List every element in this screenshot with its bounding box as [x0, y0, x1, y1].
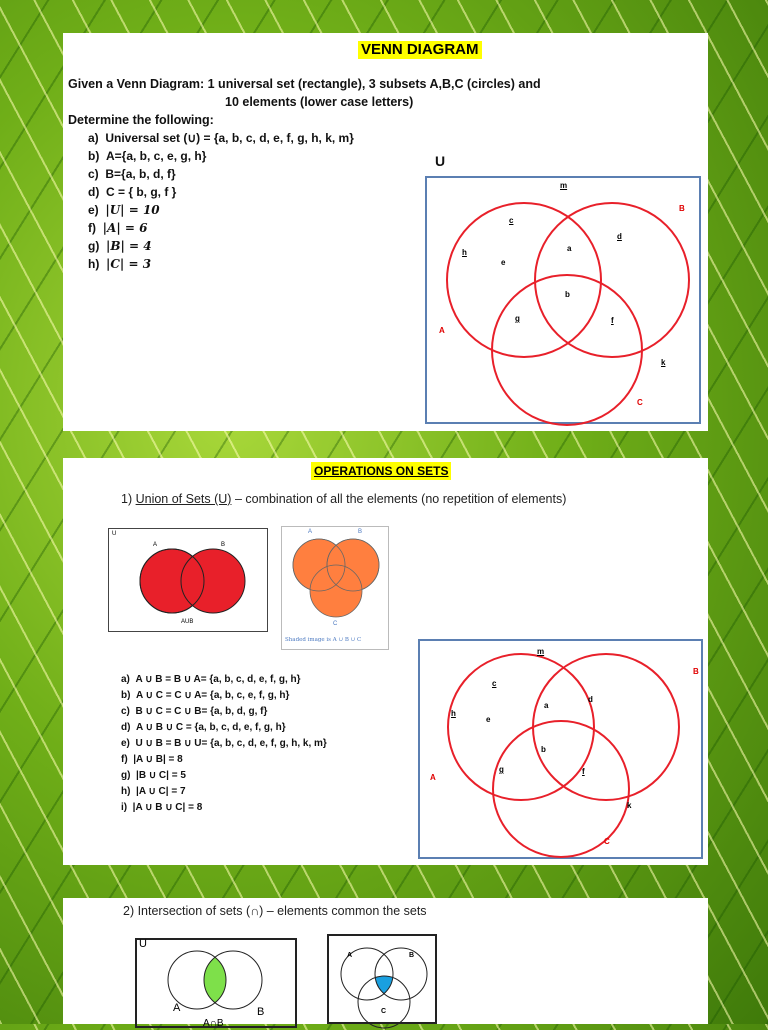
circle-b: [535, 203, 689, 357]
element-d: d: [588, 695, 593, 704]
element-k: k: [661, 358, 666, 367]
page-title: VENN DIAGRAM: [358, 41, 482, 59]
element-d: d: [617, 232, 622, 241]
list-item: d) A ∪ B ∪ C = {a, b, c, d, e, f, g, h}: [121, 722, 286, 733]
union-a-label: A: [153, 542, 158, 548]
intersection-abc-a-label: A: [347, 952, 353, 959]
answer-list: [88, 131, 428, 291]
list-item: h) |C| = 3: [88, 257, 152, 271]
element-f: f: [582, 767, 585, 776]
slide-operations-on-sets: [63, 458, 708, 865]
union-abc-b-label: B: [358, 529, 363, 535]
list-item: d) C = { b, g, f }: [88, 185, 177, 199]
intersection-a-label: A: [173, 1002, 181, 1014]
union-figure-abc: [281, 526, 389, 650]
element-g: g: [499, 765, 504, 774]
list-item: b) A={a, b, c, e, g, h}: [88, 149, 207, 163]
element-c: c: [509, 216, 514, 225]
element-b: b: [541, 745, 546, 754]
list-item: g) |B| = 4: [88, 239, 152, 253]
list-item: i) |A ∪ B ∪ C| = 8: [121, 802, 203, 813]
set-label-b: B: [693, 667, 699, 676]
intersection-figure-ab: [135, 938, 297, 1028]
element-a: a: [544, 701, 549, 710]
intersection-caption: A∩B: [203, 1018, 224, 1029]
circle-a: [447, 203, 601, 357]
element-g: g: [515, 314, 520, 323]
circle-b: [533, 654, 679, 800]
intersection-b-label: B: [257, 1006, 265, 1018]
list-item: g) |B ∪ C| = 5: [121, 770, 186, 781]
list-item: a) Universal set (∪) = {a, b, c, d, e, f, g, h, k, m}: [88, 131, 354, 145]
intersection-abc-c-label: C: [381, 1008, 387, 1015]
list-item: c) B={a, b, d, f}: [88, 167, 176, 181]
union-b-label: B: [221, 542, 226, 548]
intersection-heading: 2) Intersection of sets (∩) – elements common the sets: [123, 904, 427, 918]
element-e: e: [486, 715, 491, 724]
list-item: f) |A| = 6: [88, 221, 148, 235]
set-label-c: C: [637, 398, 643, 407]
slide-venn-diagram: [63, 33, 708, 431]
element-e: e: [501, 258, 506, 267]
element-a: a: [567, 244, 572, 253]
section-title: OPERATIONS ON SETS: [311, 462, 451, 480]
element-m: m: [537, 647, 545, 656]
list-item: f) |A ∪ B| = 8: [121, 754, 183, 765]
element-c: c: [492, 679, 497, 688]
union-abc-c-label: C: [333, 621, 338, 627]
intersection-ab-svg: [137, 940, 299, 1030]
union-figure-ab: [108, 528, 268, 632]
union-heading: 1) Union of Sets (U) – combination of all the elements (no repetition of elements): [121, 492, 567, 506]
list-item: c) B ∪ C = C ∪ B= {a, b, d, g, f}: [121, 706, 268, 717]
list-item: h) |A ∪ C| = 7: [121, 786, 186, 797]
venn-diagram-universal: [425, 176, 701, 424]
set-label-c: C: [604, 837, 610, 846]
list-item: b) A ∪ C = C ∪ A= {a, b, c, e, f, g, h}: [121, 690, 290, 701]
set-label-a: A: [439, 326, 445, 335]
list-item: e) |U| = 10: [88, 203, 160, 217]
element-f: f: [611, 316, 614, 325]
union-abc-a-label: A: [308, 529, 313, 535]
intersection-figure-abc: [327, 934, 437, 1024]
intro-line-1: Given a Venn Diagram: 1 universal set (rectangle), 3 subsets A,B,C (circles) and: [68, 77, 541, 91]
intro-line-2: 10 elements (lower case letters): [225, 95, 414, 109]
circle-a: [448, 654, 594, 800]
intersection-abc-circle-b: [375, 948, 427, 1000]
union-ab-svg: [109, 529, 269, 633]
venn-circles: [427, 178, 703, 426]
union-answer-list: [121, 674, 421, 824]
intersection-u-label: U: [139, 938, 147, 950]
list-item: a) A ∪ B = B ∪ A= {a, b, c, d, e, f, g, h}: [121, 674, 301, 685]
element-k: k: [627, 801, 632, 810]
union-venn-diagram: [418, 639, 703, 859]
union-caption: AUB: [181, 619, 194, 625]
union-u-label: U: [112, 531, 117, 537]
element-h: h: [451, 709, 456, 718]
set-label-b: B: [679, 204, 685, 213]
union-abc-svg: [282, 527, 390, 651]
universal-set-label: U: [435, 153, 446, 169]
determine-heading: Determine the following:: [68, 113, 214, 127]
element-h: h: [462, 248, 467, 257]
list-item: e) U ∪ B = B ∪ U= {a, b, c, d, e, f, g, h, k, m}: [121, 738, 327, 749]
intersection-abc-b-label: B: [409, 952, 415, 959]
union-venn-circles: [420, 641, 705, 861]
set-label-a: A: [430, 773, 436, 782]
element-b: b: [565, 290, 570, 299]
union-abc-caption: Shaded image is A ∪ B ∪ C: [285, 637, 362, 643]
slide-intersection: [63, 898, 708, 1029]
element-m: m: [560, 181, 568, 190]
union-circle-b: [181, 549, 245, 613]
